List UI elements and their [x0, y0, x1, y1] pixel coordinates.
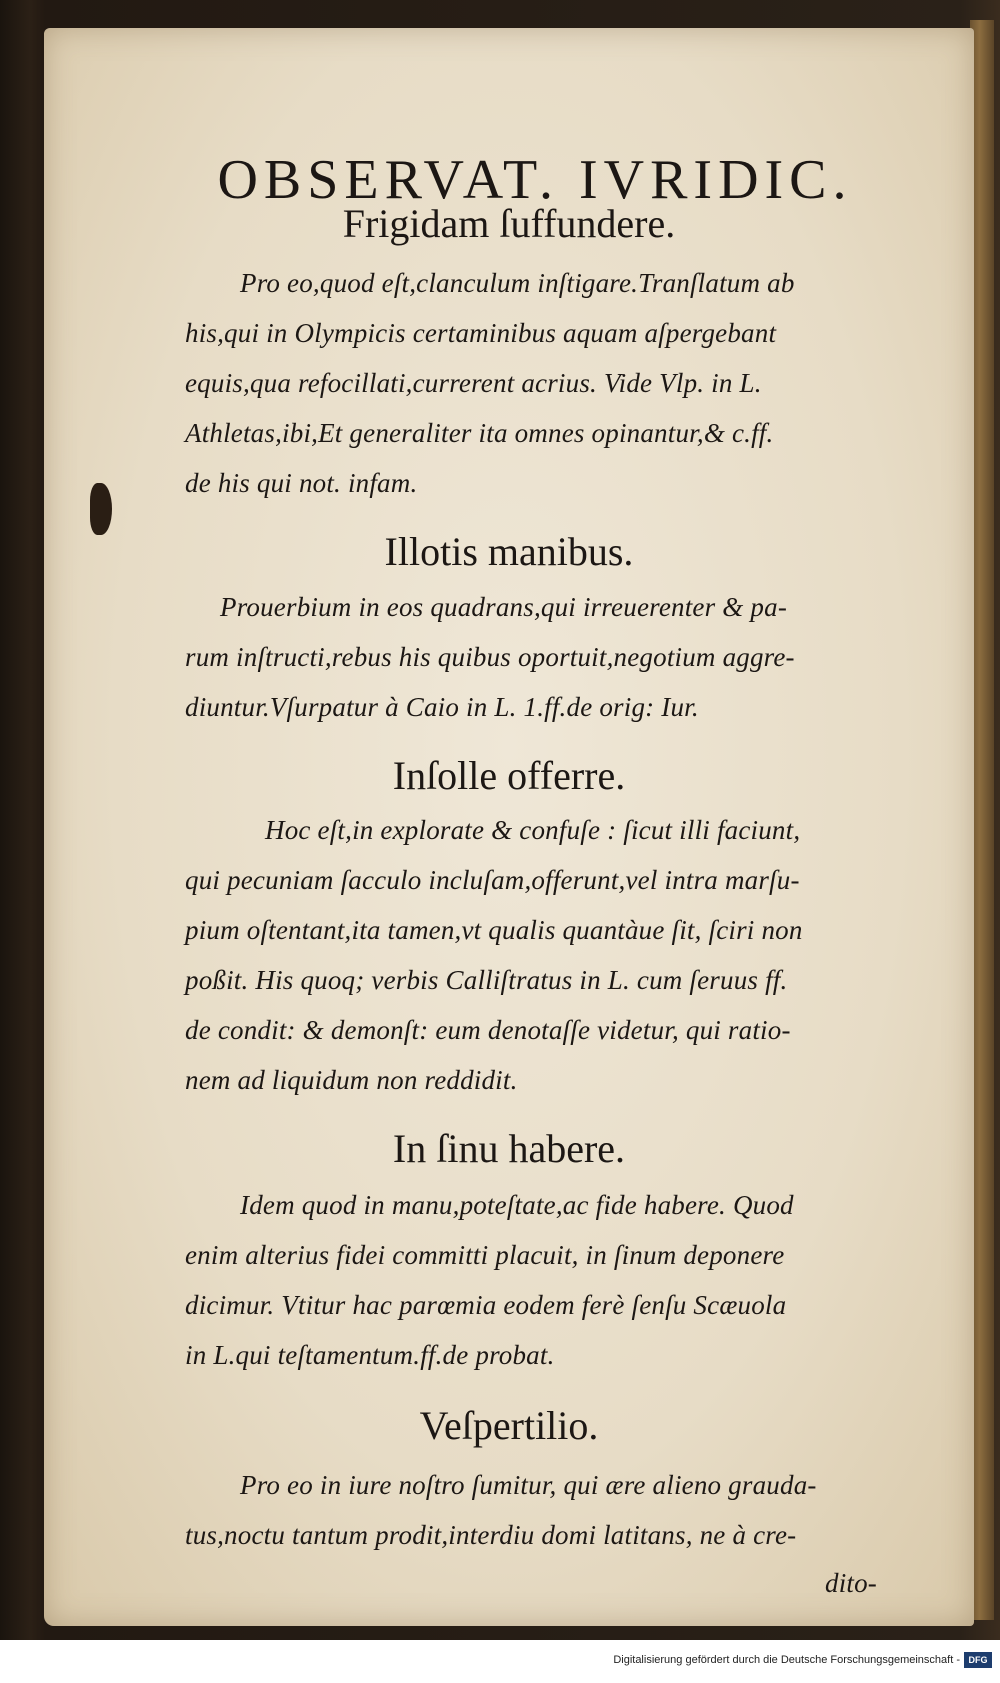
text-line: poßit. His quoq; verbis Calliſtratus in L. cum ſeruus ff.: [185, 965, 788, 995]
text-line: Hoc eſt,in explorate & confuſe : ſicut illi faciunt,: [265, 815, 801, 845]
entry-title: Illotis manibus.: [384, 529, 634, 574]
entry-title: Veſpertilio.: [419, 1403, 599, 1448]
text-line: de his qui not. infam.: [185, 468, 418, 498]
text-line: de condit: & demonſt: eum denotaſſe videtur, qui ratio-: [185, 1015, 791, 1045]
text-line: qui pecuniam ſacculo incluſam,offerunt,vel intra marſu-: [185, 865, 800, 895]
text-line: his,qui in Olympicis certaminibus aquam aſpergebant: [185, 318, 777, 348]
text-line: Athletas,ibi,Et generaliter ita omnes opinantur,& c.ff.: [185, 418, 774, 448]
text-line: nem ad liquidum non reddidit.: [185, 1065, 518, 1095]
entry-title: Inſolle offerre.: [392, 753, 626, 798]
text-line: dicimur. Vtitur hac parœmia eodem ferè ſenſu Scæuola: [185, 1290, 787, 1320]
entry-title: In ſinu habere.: [392, 1126, 626, 1171]
entry-title: Frigidam ſuffundere.: [342, 201, 676, 246]
text-line: enim alterius fidei committi placuit, in ſinum deponere: [185, 1240, 785, 1270]
text-line: Idem quod in manu,poteſtate,ac fide habere. Quod: [240, 1190, 794, 1220]
text-line: rum inſtructi,rebus his quibus oportuit,negotium aggre-: [185, 642, 795, 672]
text-line: Prouerbium in eos quadrans,qui irreuerenter & pa-: [220, 592, 788, 622]
footer-credit: Digitalisierung gefördert durch die Deutsche Forschungsgemeinschaft -: [613, 1654, 960, 1666]
text-line: Pro eo,quod eſt,clanculum inſtigare.Tranſlatum ab: [240, 268, 795, 298]
text-line: Pro eo in iure noſtro ſumitur, qui ære alieno grauda-: [240, 1470, 817, 1500]
text-line: pium oſtentant,ita tamen,vt qualis quantàue ſit, ſciri non: [185, 915, 803, 945]
text-line: diuntur.Vſurpatur à Caio in L. 1.ff.de orig: Iur.: [185, 692, 699, 722]
catchword: dito-: [825, 1568, 877, 1598]
text-line: equis,qua refocillati,currerent acrius. Vide Vlp. in L.: [185, 368, 762, 398]
footer-bar: [0, 1640, 1000, 1683]
text-line: tus,noctu tantum prodit,interdiu domi latitans, ne à cre-: [185, 1520, 797, 1550]
text-line: in L.qui teſtamentum.ff.de probat.: [185, 1340, 555, 1370]
dfg-logo: DFG: [964, 1652, 992, 1668]
running-head: OBSERVAT. IVRIDIC.: [217, 149, 853, 211]
